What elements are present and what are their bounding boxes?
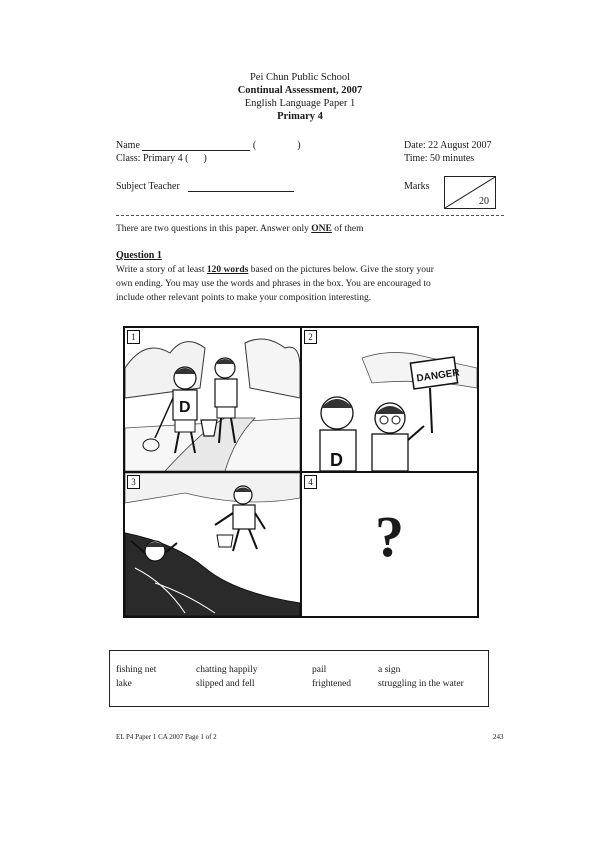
question-mark: ? xyxy=(375,504,404,569)
intro-text xyxy=(116,222,364,236)
word-box xyxy=(109,650,489,707)
picture-grid xyxy=(123,326,479,618)
name-line xyxy=(142,140,250,151)
school-name: Pei Chun Public School xyxy=(249,72,351,83)
separator-line xyxy=(116,215,504,216)
class-field xyxy=(116,153,207,164)
panel-number: 4 xyxy=(304,475,317,489)
word-item: slipped and fell xyxy=(196,679,255,689)
question-title: Question 1 xyxy=(116,250,162,261)
word-item: lake xyxy=(116,679,132,689)
word-count-emphasis: 120 words xyxy=(206,265,249,275)
teacher-line xyxy=(188,181,294,192)
danger-sign-illustration xyxy=(302,328,477,471)
instruction-line-1-start: Write a story of at least xyxy=(116,265,205,275)
footer-left: EL P4 Paper 1 CA 2007 Page 1 of 2 xyxy=(116,733,217,741)
word-item: a sign xyxy=(378,665,401,675)
instruction-line-2: own ending. You may use the words and phrases in the box. You are encouraged to xyxy=(116,279,431,289)
marks-label: Marks xyxy=(404,181,430,192)
picture-panel-2 xyxy=(302,328,477,473)
teacher-label: Subject Teacher xyxy=(116,181,180,192)
class-paren-close: ) xyxy=(203,153,207,164)
boys-walking-illustration xyxy=(125,328,300,471)
date-field: Date: 22 August 2007 xyxy=(404,140,492,151)
assessment-title: Continual Assessment, 2007 xyxy=(237,85,363,96)
panel-number: 2 xyxy=(304,330,317,344)
intro-emphasis: ONE xyxy=(311,224,332,234)
question-instructions xyxy=(116,263,496,305)
word-item: struggling in the water xyxy=(378,679,464,689)
word-item: frightened xyxy=(312,679,352,689)
picture-panel-3 xyxy=(125,473,302,616)
word-item: pail xyxy=(312,665,327,675)
boy-in-water-illustration xyxy=(125,473,300,616)
instruction-line-1 xyxy=(116,263,496,277)
shirt-letter: D xyxy=(330,450,343,470)
intro-text-start: There are two questions in this paper. Answer only xyxy=(116,224,309,234)
picture-panel-1 xyxy=(125,328,302,473)
instruction-line-3: include other relevant points to make your composition interesting. xyxy=(116,293,372,303)
picture-panel-4 xyxy=(302,473,477,616)
name-paren-open: ( xyxy=(252,140,257,151)
time-field: Time: 50 minutes xyxy=(404,153,475,164)
word-item: chatting happily xyxy=(196,665,258,675)
class-label: Class: Primary 4 ( xyxy=(116,153,189,164)
danger-sign-text: DANGER xyxy=(415,367,461,385)
instruction-line-1-end: based on the pictures below. Give the story your xyxy=(250,265,434,275)
name-paren-close: ) xyxy=(297,140,301,151)
marks-box xyxy=(444,176,496,209)
teacher-field xyxy=(116,181,294,192)
footer-page-number: 243 xyxy=(493,733,504,741)
panel-number: 1 xyxy=(127,330,140,344)
panel-number: 3 xyxy=(127,475,140,489)
intro-text-end: of them xyxy=(334,224,364,234)
name-field xyxy=(116,140,301,151)
shirt-letter: D xyxy=(179,399,191,416)
name-label: Name xyxy=(116,140,140,151)
paper-title: English Language Paper 1 xyxy=(244,98,356,109)
word-item: fishing net xyxy=(116,665,157,675)
level-title: Primary 4 xyxy=(277,111,323,122)
marks-total: 20 xyxy=(479,196,489,207)
